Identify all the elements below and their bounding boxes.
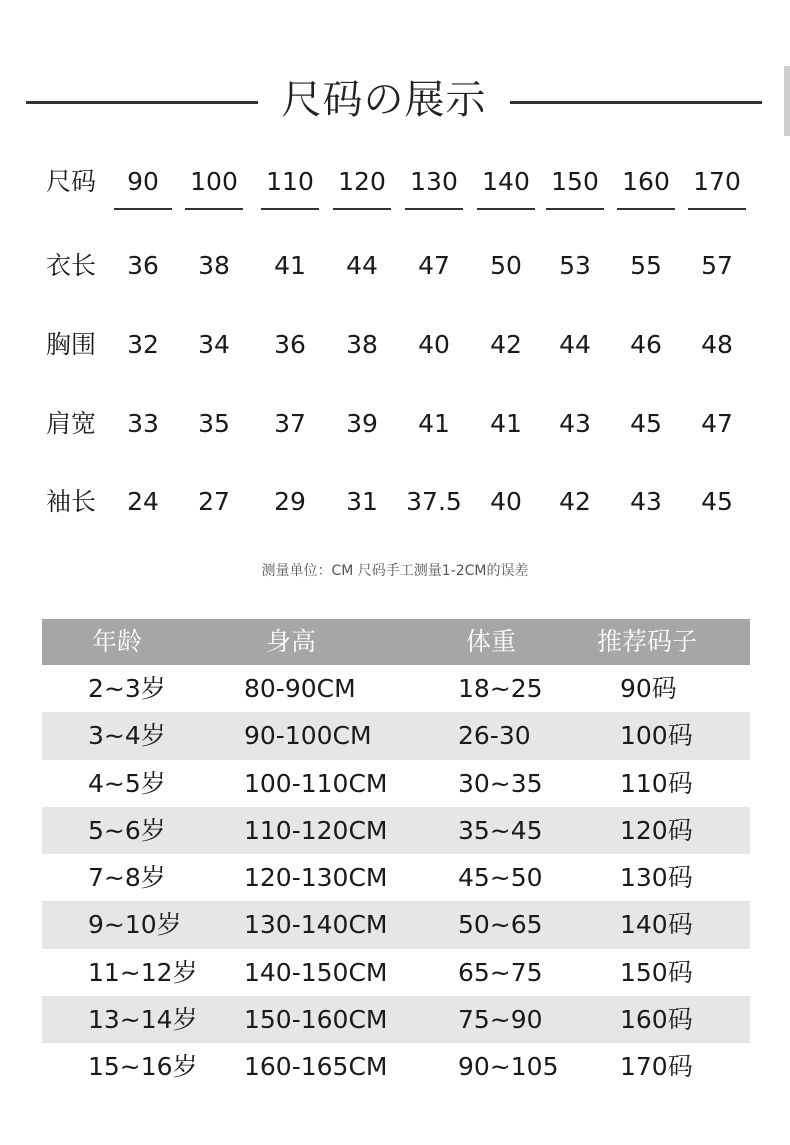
title-divider-left xyxy=(26,101,258,104)
size-guide-header-cell: 身高 xyxy=(266,627,317,656)
spec-value-cell: 40 xyxy=(490,487,522,516)
spec-value-cell: 33 xyxy=(127,409,159,438)
spec-value-cell: 42 xyxy=(490,330,522,359)
spec-value-cell: 44 xyxy=(559,330,591,359)
table-cell: 13~14岁 xyxy=(88,1005,198,1035)
spec-value-cell: 57 xyxy=(701,251,733,280)
table-row xyxy=(42,807,750,854)
table-cell: 150码 xyxy=(620,957,693,987)
table-cell: 50~65 xyxy=(458,910,543,940)
spec-value-cell: 39 xyxy=(346,409,378,438)
spec-value-cell: 38 xyxy=(198,251,230,280)
spec-row-sleeve xyxy=(0,477,790,527)
table-cell: 160-165CM xyxy=(244,1052,388,1082)
spec-row-label: 袖长 xyxy=(46,487,97,516)
spec-value-cell: 41 xyxy=(418,409,450,438)
table-cell: 30~35 xyxy=(458,768,543,798)
spec-value-cell: 27 xyxy=(198,487,230,516)
table-cell: 26-30 xyxy=(458,721,531,751)
spec-value-cell: 50 xyxy=(490,251,522,280)
spec-value-cell: 55 xyxy=(630,251,662,280)
table-row xyxy=(42,901,750,948)
spec-value-cell: 36 xyxy=(127,251,159,280)
table-cell: 150-160CM xyxy=(244,1005,388,1035)
table-cell: 90-100CM xyxy=(244,721,372,751)
size-header-cell: 170 xyxy=(677,157,757,207)
spec-value-cell: 47 xyxy=(701,409,733,438)
spec-value-cell: 53 xyxy=(559,251,591,280)
table-row xyxy=(42,949,750,996)
size-header-cell: 150 xyxy=(535,157,615,207)
size-header-cell: 140 xyxy=(466,157,546,207)
table-cell: 5~6岁 xyxy=(88,815,166,845)
table-cell: 90~105 xyxy=(458,1052,559,1082)
table-row xyxy=(42,665,750,712)
spec-value-cell: 45 xyxy=(630,409,662,438)
spec-value-cell: 48 xyxy=(701,330,733,359)
spec-value-cell: 24 xyxy=(127,487,159,516)
table-cell: 130-140CM xyxy=(244,910,388,940)
table-cell: 120-130CM xyxy=(244,863,388,893)
size-guide-header-cell: 体重 xyxy=(466,627,517,656)
spec-value-cell: 47 xyxy=(418,251,450,280)
table-cell: 140-150CM xyxy=(244,957,388,987)
measurement-note: 测量单位：CM 尺码手工测量1-2CM的误差 xyxy=(261,563,529,579)
table-cell: 140码 xyxy=(620,910,693,940)
spec-row-label: 胸围 xyxy=(46,330,97,359)
table-cell: 35~45 xyxy=(458,815,543,845)
spec-value-cell: 36 xyxy=(274,330,306,359)
table-cell: 120码 xyxy=(620,815,693,845)
table-row xyxy=(42,996,750,1043)
size-guide-header-cell: 推荐码子 xyxy=(597,627,698,656)
spec-value-cell: 45 xyxy=(701,487,733,516)
table-cell: 100-110CM xyxy=(244,768,388,798)
table-cell: 7~8岁 xyxy=(88,863,166,893)
size-guide-body xyxy=(42,665,750,1091)
table-cell: 170码 xyxy=(620,1052,693,1082)
size-header-cell: 90 xyxy=(103,157,183,207)
size-guide-header xyxy=(42,619,750,665)
table-cell: 45~50 xyxy=(458,863,543,893)
spec-row-size xyxy=(0,157,790,207)
edge-decoration xyxy=(784,66,790,136)
spec-row-length xyxy=(0,241,790,291)
table-row xyxy=(42,760,750,807)
table-cell: 100码 xyxy=(620,721,693,751)
spec-value-cell: 29 xyxy=(274,487,306,516)
spec-value-cell: 46 xyxy=(630,330,662,359)
spec-row-chest xyxy=(0,320,790,370)
spec-value-cell: 43 xyxy=(559,409,591,438)
spec-row-label: 衣长 xyxy=(46,251,97,280)
spec-value-cell: 34 xyxy=(198,330,230,359)
page-title: 尺码の展示 xyxy=(281,77,487,123)
spec-row-label: 肩宽 xyxy=(46,409,97,438)
table-cell: 80-90CM xyxy=(244,674,356,703)
size-header-cell: 120 xyxy=(322,157,402,207)
table-cell: 9~10岁 xyxy=(88,910,182,940)
table-cell: 11~12岁 xyxy=(88,957,198,987)
size-header-cell: 160 xyxy=(606,157,686,207)
spec-row-shoulder xyxy=(0,399,790,449)
table-cell: 75~90 xyxy=(458,1005,543,1035)
spec-value-cell: 43 xyxy=(630,487,662,516)
table-cell: 110码 xyxy=(620,768,693,798)
table-row xyxy=(42,854,750,901)
table-cell: 130码 xyxy=(620,863,693,893)
spec-value-cell: 37.5 xyxy=(406,487,462,516)
size-guide-table xyxy=(42,619,750,1091)
spec-value-cell: 35 xyxy=(198,409,230,438)
table-cell: 15~16岁 xyxy=(88,1052,198,1082)
title-section xyxy=(0,60,790,140)
size-header-cell: 100 xyxy=(174,157,254,207)
table-cell: 65~75 xyxy=(458,957,543,987)
size-guide-header-cell: 年龄 xyxy=(92,627,143,656)
table-cell: 2~3岁 xyxy=(88,674,166,703)
spec-value-cell: 42 xyxy=(559,487,591,516)
size-header-cell: 110 xyxy=(250,157,330,207)
spec-value-cell: 41 xyxy=(274,251,306,280)
table-cell: 18~25 xyxy=(458,674,543,703)
table-cell: 90码 xyxy=(620,674,677,703)
spec-value-cell: 41 xyxy=(490,409,522,438)
table-cell: 3~4岁 xyxy=(88,721,166,751)
spec-value-cell: 38 xyxy=(346,330,378,359)
table-row xyxy=(42,712,750,759)
table-cell: 160码 xyxy=(620,1005,693,1035)
title-divider-right xyxy=(510,101,762,104)
spec-value-cell: 31 xyxy=(346,487,378,516)
spec-value-cell: 44 xyxy=(346,251,378,280)
table-row xyxy=(42,1043,750,1090)
size-header-cell: 130 xyxy=(394,157,474,207)
table-cell: 4~5岁 xyxy=(88,768,166,798)
spec-value-cell: 40 xyxy=(418,330,450,359)
spec-value-cell: 32 xyxy=(127,330,159,359)
spec-value-cell: 37 xyxy=(274,409,306,438)
spec-row-label: 尺码 xyxy=(46,167,97,196)
table-cell: 110-120CM xyxy=(244,815,388,845)
